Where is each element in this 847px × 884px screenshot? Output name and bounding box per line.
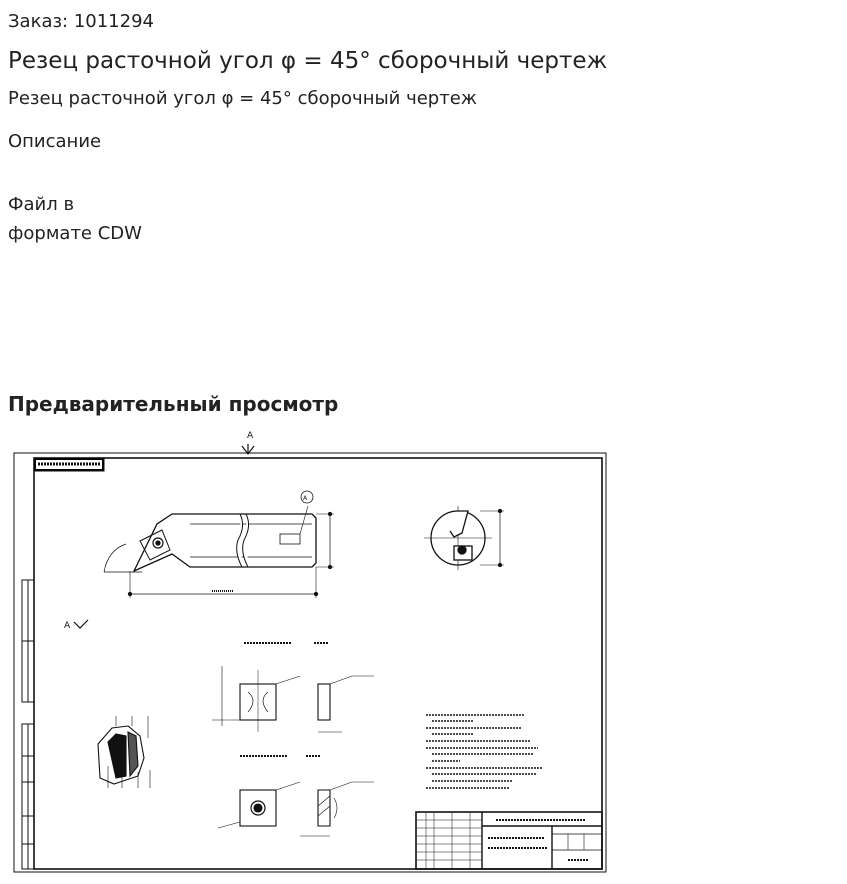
cutter-main-view (104, 491, 334, 598)
insert-plate-views (212, 643, 374, 836)
sheet-outer-frame (14, 453, 606, 872)
preview-heading: Предварительный просмотр (8, 392, 339, 416)
svg-text:A: A (303, 495, 308, 502)
drawing-preview-image (12, 426, 610, 874)
description-heading: Описание (8, 131, 102, 152)
order-number: Заказ: 1011294 (8, 11, 154, 32)
file-format-line2: формате CDW (8, 223, 142, 244)
view-arrow-a-top (242, 431, 254, 454)
product-title: Резец расточной угол φ = 45° сборочный чертеж (8, 48, 608, 74)
svg-text:A: A (64, 621, 71, 631)
svg-text:A: A (247, 431, 254, 441)
cutter-end-view (424, 506, 504, 570)
technical-requirements-notes (426, 715, 542, 788)
section-detail-view (98, 716, 150, 788)
product-subtitle: Резец расточной угол φ = 45° сборочный чертеж (8, 88, 478, 109)
view-arrow-a-left (64, 620, 88, 631)
title-block (416, 812, 602, 869)
file-format-line1: Файл в (8, 194, 75, 215)
